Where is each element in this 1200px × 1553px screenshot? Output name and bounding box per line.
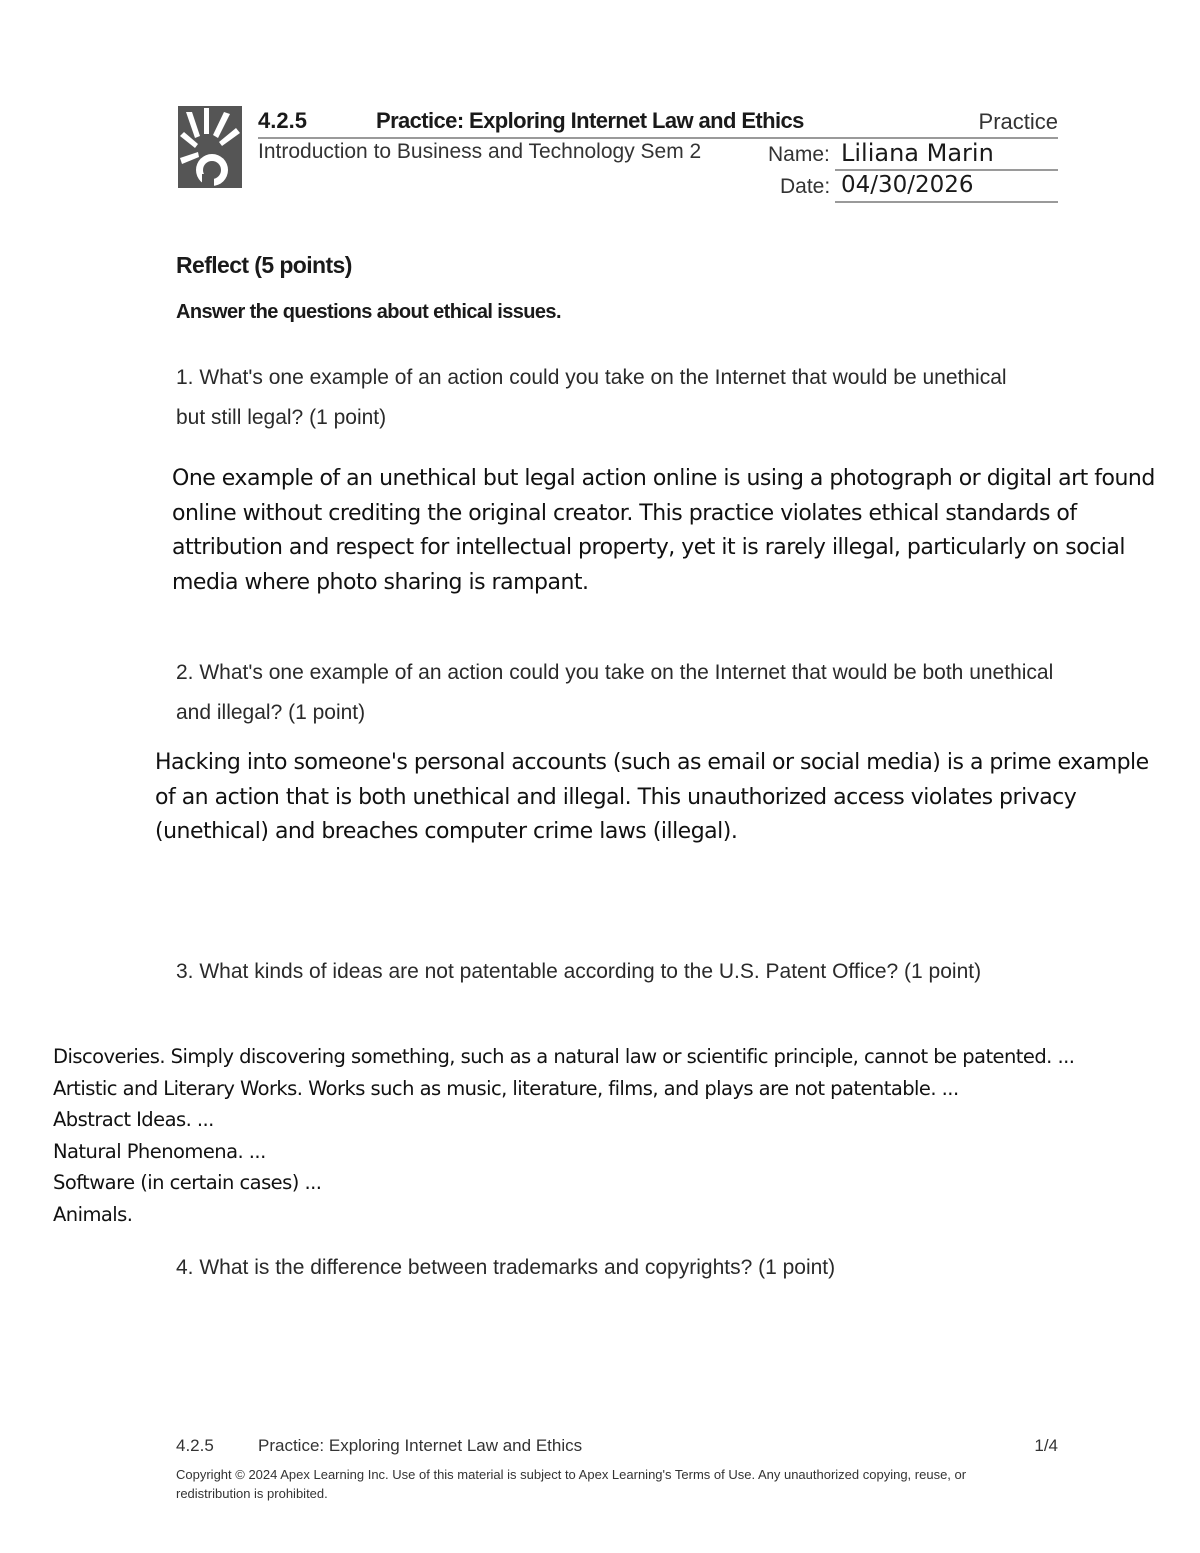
lesson-title: Practice: Exploring Internet Law and Ethics [376, 108, 804, 133]
answer-2[interactable]: Hacking into someone's personal accounts (such as email or social media) is a prime example of an action that is both unethical and illegal. This unauthorized access violates privacy (unethical) and breaches computer crime laws (illegal). [155, 750, 1149, 844]
question-3: 3. What kinds of ideas are not patentable according to the U.S. Patent Office? (1 point) [176, 960, 982, 983]
name-field[interactable]: Liliana Marin [841, 139, 994, 167]
page-number: 1/4 [1034, 1436, 1058, 1455]
question-2: 2. What's one example of an action could you take on the Internet that would be both unethical and illegal? (1 point) [176, 661, 1054, 724]
footer-lesson-title: Practice: Exploring Internet Law and Ethics [258, 1436, 583, 1455]
apex-learning-logo-icon [178, 106, 242, 188]
course-title: Introduction to Business and Technology Sem 2 [258, 140, 702, 163]
date-underline [835, 201, 1058, 203]
question-4: 4. What is the difference between trademarks and copyrights? (1 point) [176, 1256, 836, 1279]
name-label: Name: [768, 143, 830, 166]
answer-3[interactable] [53, 1041, 1193, 1230]
answer-3-line: Animals. [53, 1202, 133, 1226]
footer-lesson-number: 4.2.5 [176, 1436, 214, 1455]
answer-3-line: Software (in certain cases) ... [53, 1171, 322, 1194]
answer-1[interactable]: One example of an unethical but legal action online is using a photograph or digital art found online without crediting the original creator. This practice violates ethical standards of attribution and respect for intellectual property, yet it is rarely illegal, particularly on social media where photo sharing is rampant. [172, 466, 1155, 595]
question-1: 1. What's one example of an action could you take on the Internet that would be unethical but still legal? (1 point) [176, 366, 1007, 429]
section-instructions: Answer the questions about ethical issues. [176, 301, 561, 323]
date-label: Date: [780, 175, 831, 198]
answer-3-line: Natural Phenomena. ... [53, 1139, 266, 1163]
section-title: Reflect (5 points) [176, 252, 352, 278]
copyright-notice: Copyright © 2024 Apex Learning Inc. Use of this material is subject to Apex Learning's Terms of Use. Any unauthorized copying, reuse, or redistribution is prohibited. [176, 1467, 967, 1501]
name-underline [835, 169, 1058, 171]
answer-3-line: Discoveries. Simply discovering something, such as a natural law or scientific principle, cannot be patented. ... [53, 1045, 1075, 1068]
date-field[interactable]: 04/30/2026 [841, 172, 974, 198]
activity-type: Practice [978, 109, 1058, 134]
answer-3-line: Artistic and Literary Works. Works such as music, literature, films, and plays are not patentable. ... [53, 1076, 959, 1100]
answer-3-line: Abstract Ideas. ... [53, 1108, 214, 1131]
lesson-number: 4.2.5 [258, 108, 307, 133]
